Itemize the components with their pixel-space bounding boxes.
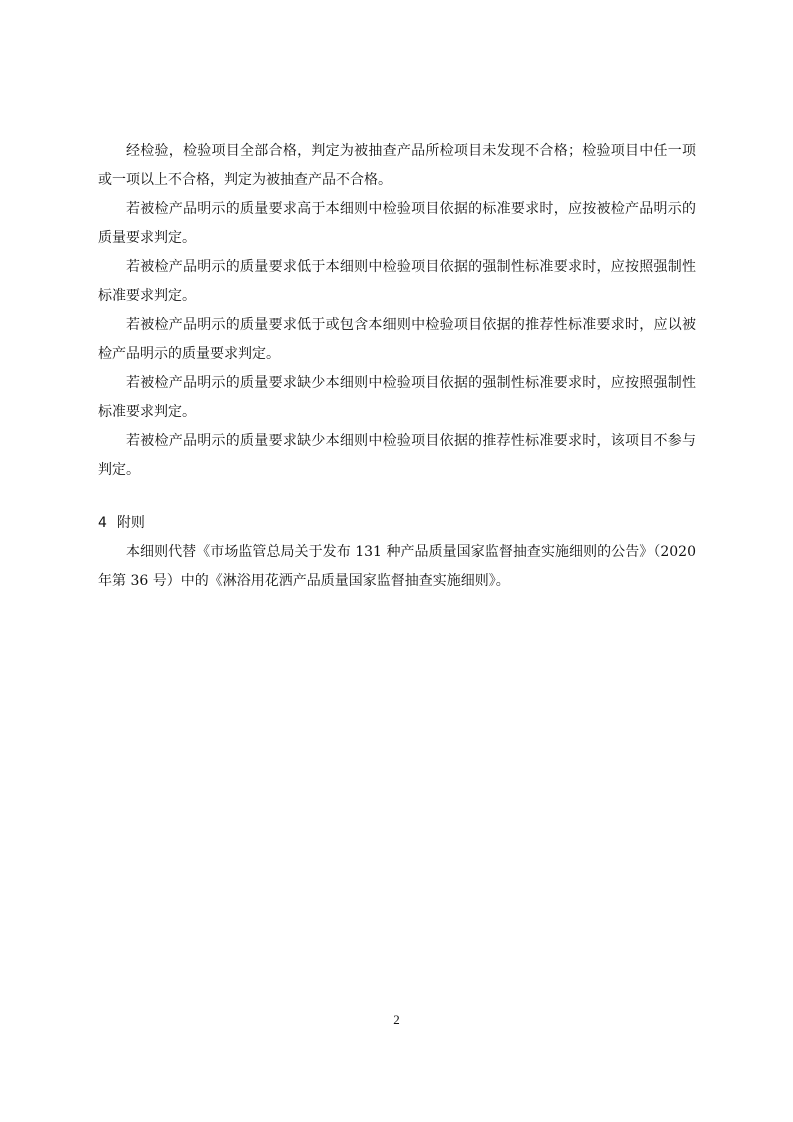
page-number: 2: [393, 1012, 400, 1027]
paragraph-overall-judgment: 经检验，检验项目全部合格，判定为被抽查产品所检项目未发现不合格；检验项目中任一项或一项以上不合格，判定为被抽查产品不合格。: [98, 143, 696, 188]
section-heading: [98, 509, 696, 538]
paragraph-missing-recommended: 若被检产品明示的质量要求缺少本细则中检验项目依据的推荐性标准要求时，该项目不参与判定。: [98, 433, 696, 478]
section-title: 附则: [116, 515, 145, 531]
paragraph-missing-mandatory: 若被检产品明示的质量要求缺少本细则中检验项目依据的强制性标准要求时，应按照强制性标准要求判定。: [98, 375, 696, 420]
paragraph-higher-requirement: 若被检产品明示的质量要求高于本细则中检验项目依据的标准要求时，应按被检产品明示的质量要求判定。: [98, 201, 696, 246]
paragraph-lower-mandatory: 若被检产品明示的质量要求低于本细则中检验项目依据的强制性标准要求时，应按照强制性标准要求判定。: [98, 259, 696, 304]
document-body: [98, 137, 696, 596]
section-number: 4: [98, 515, 107, 531]
paragraph-supersedes: 本细则代替《市场监管总局关于发布 131 种产品质量国家监督抽查实施细则的公告》（2020 年第 36 号）中的《淋浴用花洒产品质量国家监督抽查实施细则》。: [98, 544, 696, 589]
paragraph-lower-recommended: 若被检产品明示的质量要求低于或包含本细则中检验项目依据的推荐性标准要求时，应以被检产品明示的质量要求判定。: [98, 317, 696, 362]
